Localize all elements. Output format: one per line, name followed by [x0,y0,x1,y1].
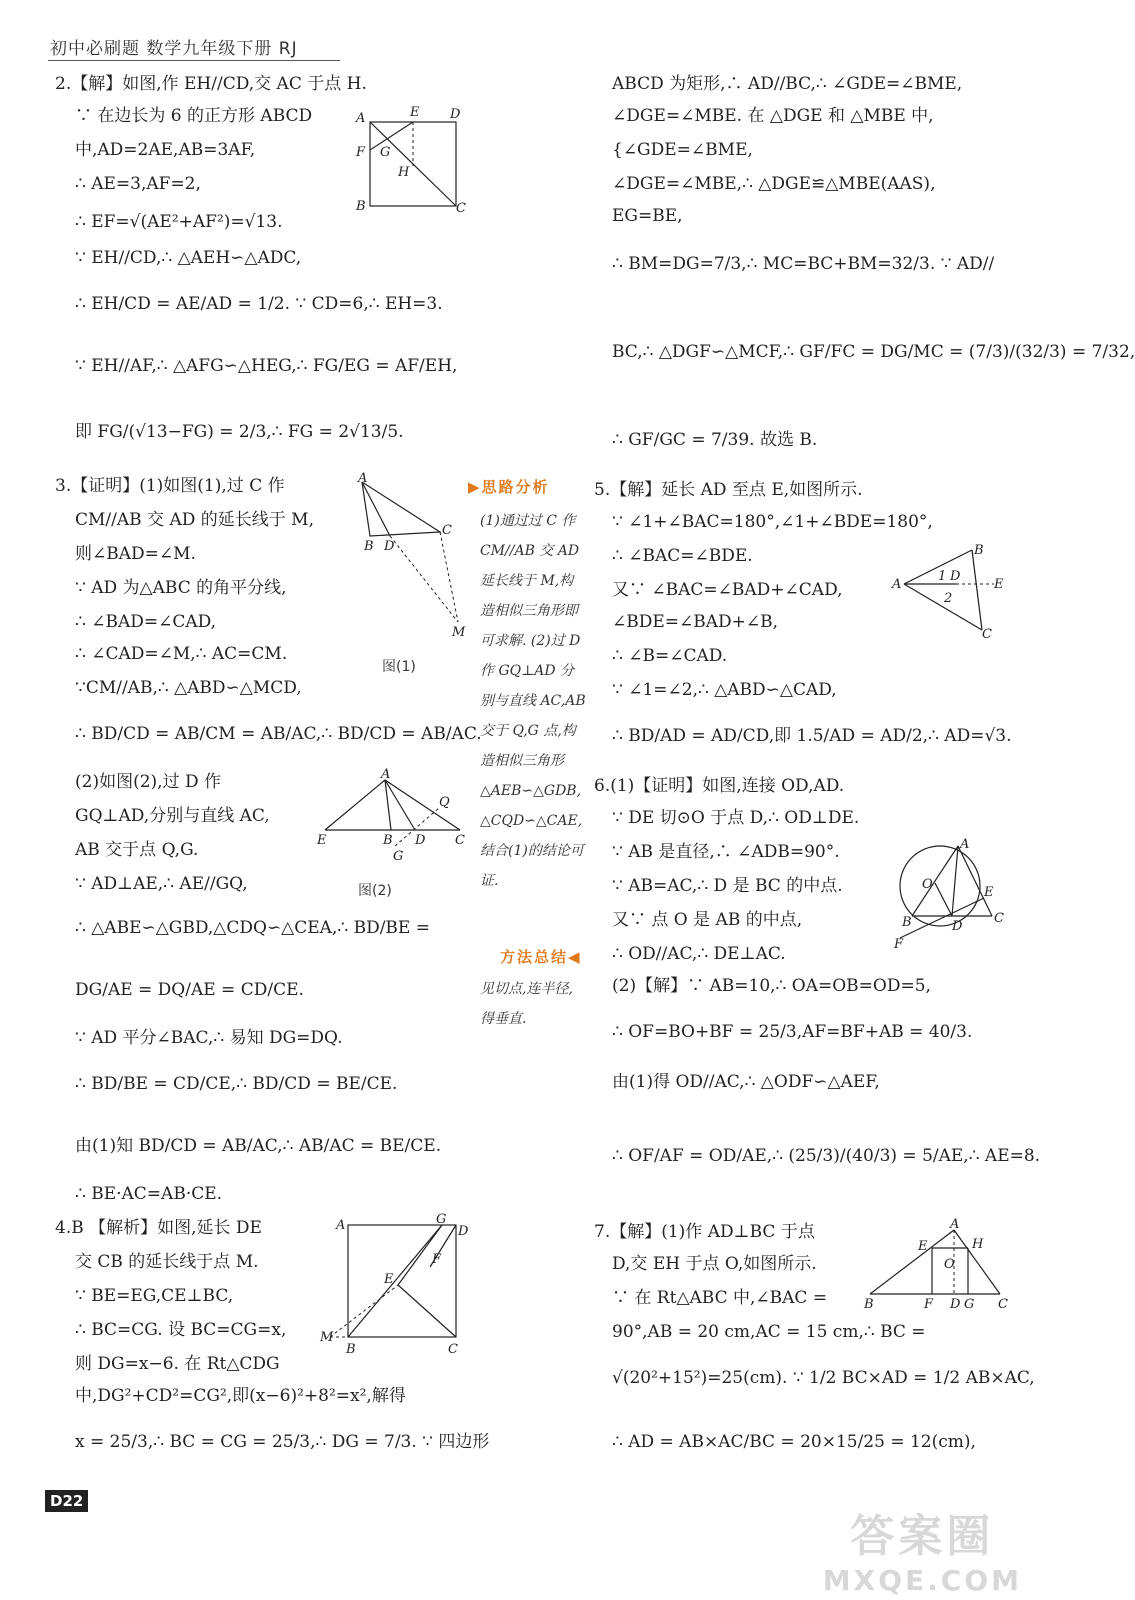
right-line: ∵ ∠1+∠BAC=180°,∠1+∠BDE=180°, [612,512,933,532]
svg-text:H: H [972,1237,984,1252]
left-line: x = 25/3,∴ BC = CG = 25/3,∴ DG = 7/3. ∵ 四边形 [75,1432,490,1452]
svg-text:E: E [994,577,1004,592]
left-line: ∴ ∠CAD=∠M,∴ AC=CM. [75,644,288,664]
left-line: ∴ △ABE∽△GBD,△CDQ∽△CEA,∴ BD/BE = [75,918,430,938]
svg-text:C: C [442,523,452,538]
svg-text:D: D [950,569,961,584]
method-text: 见切点,连半径,得垂直. [480,981,573,1027]
right-line: ABCD 为矩形,∴ AD//BC,∴ ∠GDE=∠BME, [612,74,963,94]
svg-text:E: E [984,885,994,900]
right-line: ∴ BD/AD = AD/CD,即 1.5/AD = AD/2,∴ AD=√3. [612,726,1012,746]
right-line: ∴ ∠BAC=∠BDE. [612,546,753,566]
svg-text:A: A [892,577,902,592]
svg-text:B: B [346,1342,356,1357]
method-title: 方法总结◀ [500,948,582,966]
circle-figure-problem6 [890,838,1015,956]
right-line: ∵ ∠1=∠2,∴ △ABD∽△CAD, [612,680,837,700]
svg-text:A: A [358,471,368,486]
left-line: ∵ AD 平分∠BAC,∴ 易知 DG=DQ. [75,1028,343,1048]
svg-text:G: G [393,849,404,864]
left-line: 由(1)知 BD/CD = AB/AC,∴ AB/AC = BE/CE. [75,1136,442,1156]
svg-text:D: D [952,919,963,934]
left-line: 即 FG/(√13−FG) = 2/3,∴ FG = 2√13/5. [75,422,404,442]
page-header: 初中必刷题 数学九年级下册 RJ [50,39,298,59]
right-line: EG=BE, [612,206,683,226]
right-line: ∴ BM=DG=7/3,∴ MC=BC+BM=32/3. ∵ AD// [612,254,995,274]
svg-text:2: 2 [944,591,953,606]
left-line: ∵ AD 为△ABC 的角平分线, [75,578,287,598]
svg-text:D: D [458,1224,469,1239]
left-line: 则∠BAD=∠M. [75,544,196,564]
svg-text:F: F [432,1252,442,1267]
left-line: 4.B 【解析】如图,延长 DE [55,1218,262,1238]
triangle-figure-problem7 [860,1218,1010,1318]
svg-text:A: A [381,767,391,782]
svg-text:M: M [320,1330,334,1345]
svg-text:G: G [964,1297,975,1312]
right-line: 5.【解】延长 AD 至点 E,如图所示. [594,480,863,500]
right-line: ∴ OD//AC,∴ DE⊥AC. [612,944,786,964]
svg-text:1: 1 [938,569,947,584]
right-line: 6.(1)【证明】如图,连接 OD,AD. [594,776,845,796]
left-line: GQ⊥AD,分别与直线 AC, [75,806,270,826]
left-line: ∴ BD/CD = AB/CM = AB/AC,∴ BD/CD = AB/AC. [75,724,482,744]
svg-text:C: C [456,201,466,216]
svg-text:O: O [944,1257,955,1272]
svg-text:E: E [918,1239,928,1254]
left-line: 则 DG=x−6. 在 Rt△CDG [75,1354,280,1374]
watermark [823,1500,1022,1597]
triangle-figure-1 [350,472,480,642]
right-line: ∠DGE=∠MBE. 在 △DGE 和 △MBE 中, [612,106,934,126]
right-line: ∠BDE=∠BAD+∠B, [612,612,779,632]
right-line: ∴ AD = AB×AC/BC = 20×15/25 = 12(cm), [612,1432,976,1452]
right-line: 又∵ 点 O 是 AB 的中点, [612,910,803,930]
svg-text:A: A [356,111,366,126]
svg-text:E: E [317,833,327,848]
right-line: 90°,AB = 20 cm,AC = 15 cm,∴ BC = [612,1322,926,1342]
svg-text:B: B [383,833,393,848]
svg-text:B: B [864,1297,874,1312]
left-line: ∴ BC=CG. 设 BC=CG=x, [75,1320,287,1340]
figure-2-caption: 图(2) [358,883,392,899]
right-line: {∠GDE=∠BME, [612,140,753,160]
svg-text:D: D [450,107,461,122]
svg-text:C: C [448,1342,458,1357]
watermark-title: 答案圈 [850,1511,995,1562]
left-line: 中,AD=2AE,AB=3AF, [75,140,256,160]
left-line: ∴ ∠BAD=∠CAD, [75,612,217,632]
left-line: ∵ EH//AF,∴ △AFG∽△HEG,∴ FG/EG = AF/EH, [75,356,458,376]
svg-text:B: B [902,915,912,930]
right-line: ∵ AB=AC,∴ D 是 BC 的中点. [612,876,843,896]
svg-text:B: B [364,539,374,554]
square-figure-problem2 [350,100,470,220]
left-line: ∴ EF=√(AE²+AF²)=√13. [75,212,283,232]
left-line: ∴ EH/CD = AE/AD = 1/2. ∵ CD=6,∴ EH=3. [75,294,443,314]
left-line: DG/AE = DQ/AE = CD/CE. [75,980,304,1000]
svg-text:B: B [974,543,984,558]
right-line: ∠DGE=∠MBE,∴ △DGE≌△MBE(AAS), [612,174,936,194]
watermark-url: MXQE.COM [822,1564,1022,1597]
right-line: ∵ AB 是直径,∴ ∠ADB=90°. [612,842,840,862]
analysis-title: ▶思路分析 [468,478,550,496]
rectangle-figure-problem4 [320,1212,475,1360]
left-line: 中,DG²+CD²=CG²,即(x−6)²+8²=x²,解得 [75,1386,406,1406]
svg-text:O: O [922,877,933,892]
triangle-figure-2 [315,768,470,868]
svg-text:Q: Q [439,795,450,810]
right-line: ∴ OF=BO+BF = 25/3,AF=BF+AB = 40/3. [612,1022,973,1042]
svg-text:E: E [410,105,420,120]
right-line: D,交 EH 于点 O,如图所示. [612,1254,817,1274]
triangle-figure-problem5 [890,540,1010,640]
svg-text:M: M [452,625,466,640]
right-line: ∴ GF/GC = 7/39. 故选 B. [612,430,818,450]
svg-text:C: C [455,833,465,848]
left-line: 2.【解】如图,作 EH//CD,交 AC 于点 H. [55,74,367,94]
svg-text:C: C [994,911,1004,926]
svg-text:F: F [894,937,904,952]
right-line: ∵ DE 切⊙O 于点 D,∴ OD⊥DE. [612,808,860,828]
svg-text:G: G [436,1212,447,1227]
left-line: (2)如图(2),过 D 作 [75,772,222,792]
left-line: ∵ AD⊥AE,∴ AE//GQ, [75,874,248,894]
svg-text:H: H [398,165,410,180]
right-line: ∴ OF/AF = OD/AE,∴ (25/3)/(40/3) = 5/AE,∴ AE=8. [612,1146,1041,1166]
svg-text:E: E [384,1272,394,1287]
left-line: ∴ AE=3,AF=2, [75,174,201,194]
left-line: ∵ BE=EG,CE⊥BC, [75,1286,234,1306]
right-line: 又∵ ∠BAC=∠BAD+∠CAD, [612,580,843,600]
right-line: (2)【解】∵ AB=10,∴ OA=OB=OD=5, [612,976,931,996]
svg-text:A: A [960,837,970,852]
left-line: 3.【证明】(1)如图(1),过 C 作 [55,476,285,496]
svg-text:C: C [998,1297,1008,1312]
svg-text:C: C [982,627,992,642]
svg-text:D: D [384,539,395,554]
figure-1-caption: 图(1) [382,659,416,675]
left-line: 交 CB 的延长线于点 M. [75,1252,259,1272]
left-line: ∴ BE·AC=AB·CE. [75,1184,223,1204]
left-line: ∵ EH//CD,∴ △AEH∽△ADC, [75,248,302,268]
right-line: 7.【解】(1)作 AD⊥BC 于点 [594,1222,815,1242]
left-line: AB 交于点 Q,G. [75,840,199,860]
right-line: 由(1)得 OD//AC,∴ △ODF∽△AEF, [612,1072,880,1092]
svg-text:A: A [336,1218,346,1233]
left-line: ∵ 在边长为 6 的正方形 ABCD [75,106,313,126]
header-divider [48,60,340,61]
page-number: D22 [45,1490,88,1512]
right-line: BC,∴ △DGF∽△MCF,∴ GF/FC = DG/MC = (7/3)/(32/3) = 7/32, [612,342,1135,362]
svg-text:D: D [415,833,426,848]
analysis-text: (1)通过过 C 作 CM//AB 交 AD 延长线于 M,构造相似三角形即可求解. (2)过 D 作 GQ⊥AD 分别与直线 AC,AB 交于 Q,G 点,构造相似三角形 △AEB∽△GDB, △CQD∽△CAE, 结合(1)的结论可证. [480,513,586,889]
left-line: ∵CM//AB,∴ △ABD∽△MCD, [75,678,302,698]
svg-text:G: G [380,145,391,160]
svg-text:D: D [950,1297,961,1312]
svg-text:A: A [950,1217,960,1232]
right-line: ∵ 在 Rt△ABC 中,∠BAC = [612,1288,828,1308]
right-line: √(20²+15²)=25(cm). ∵ 1/2 BC×AD = 1/2 AB×AC, [612,1368,1035,1388]
svg-text:F: F [924,1297,934,1312]
left-line: ∴ BD/BE = CD/CE,∴ BD/CD = BE/CE. [75,1074,398,1094]
svg-text:F: F [356,145,366,160]
svg-text:B: B [356,199,366,214]
left-line: CM//AB 交 AD 的延长线于 M, [75,510,314,530]
right-line: ∴ ∠B=∠CAD. [612,646,728,666]
